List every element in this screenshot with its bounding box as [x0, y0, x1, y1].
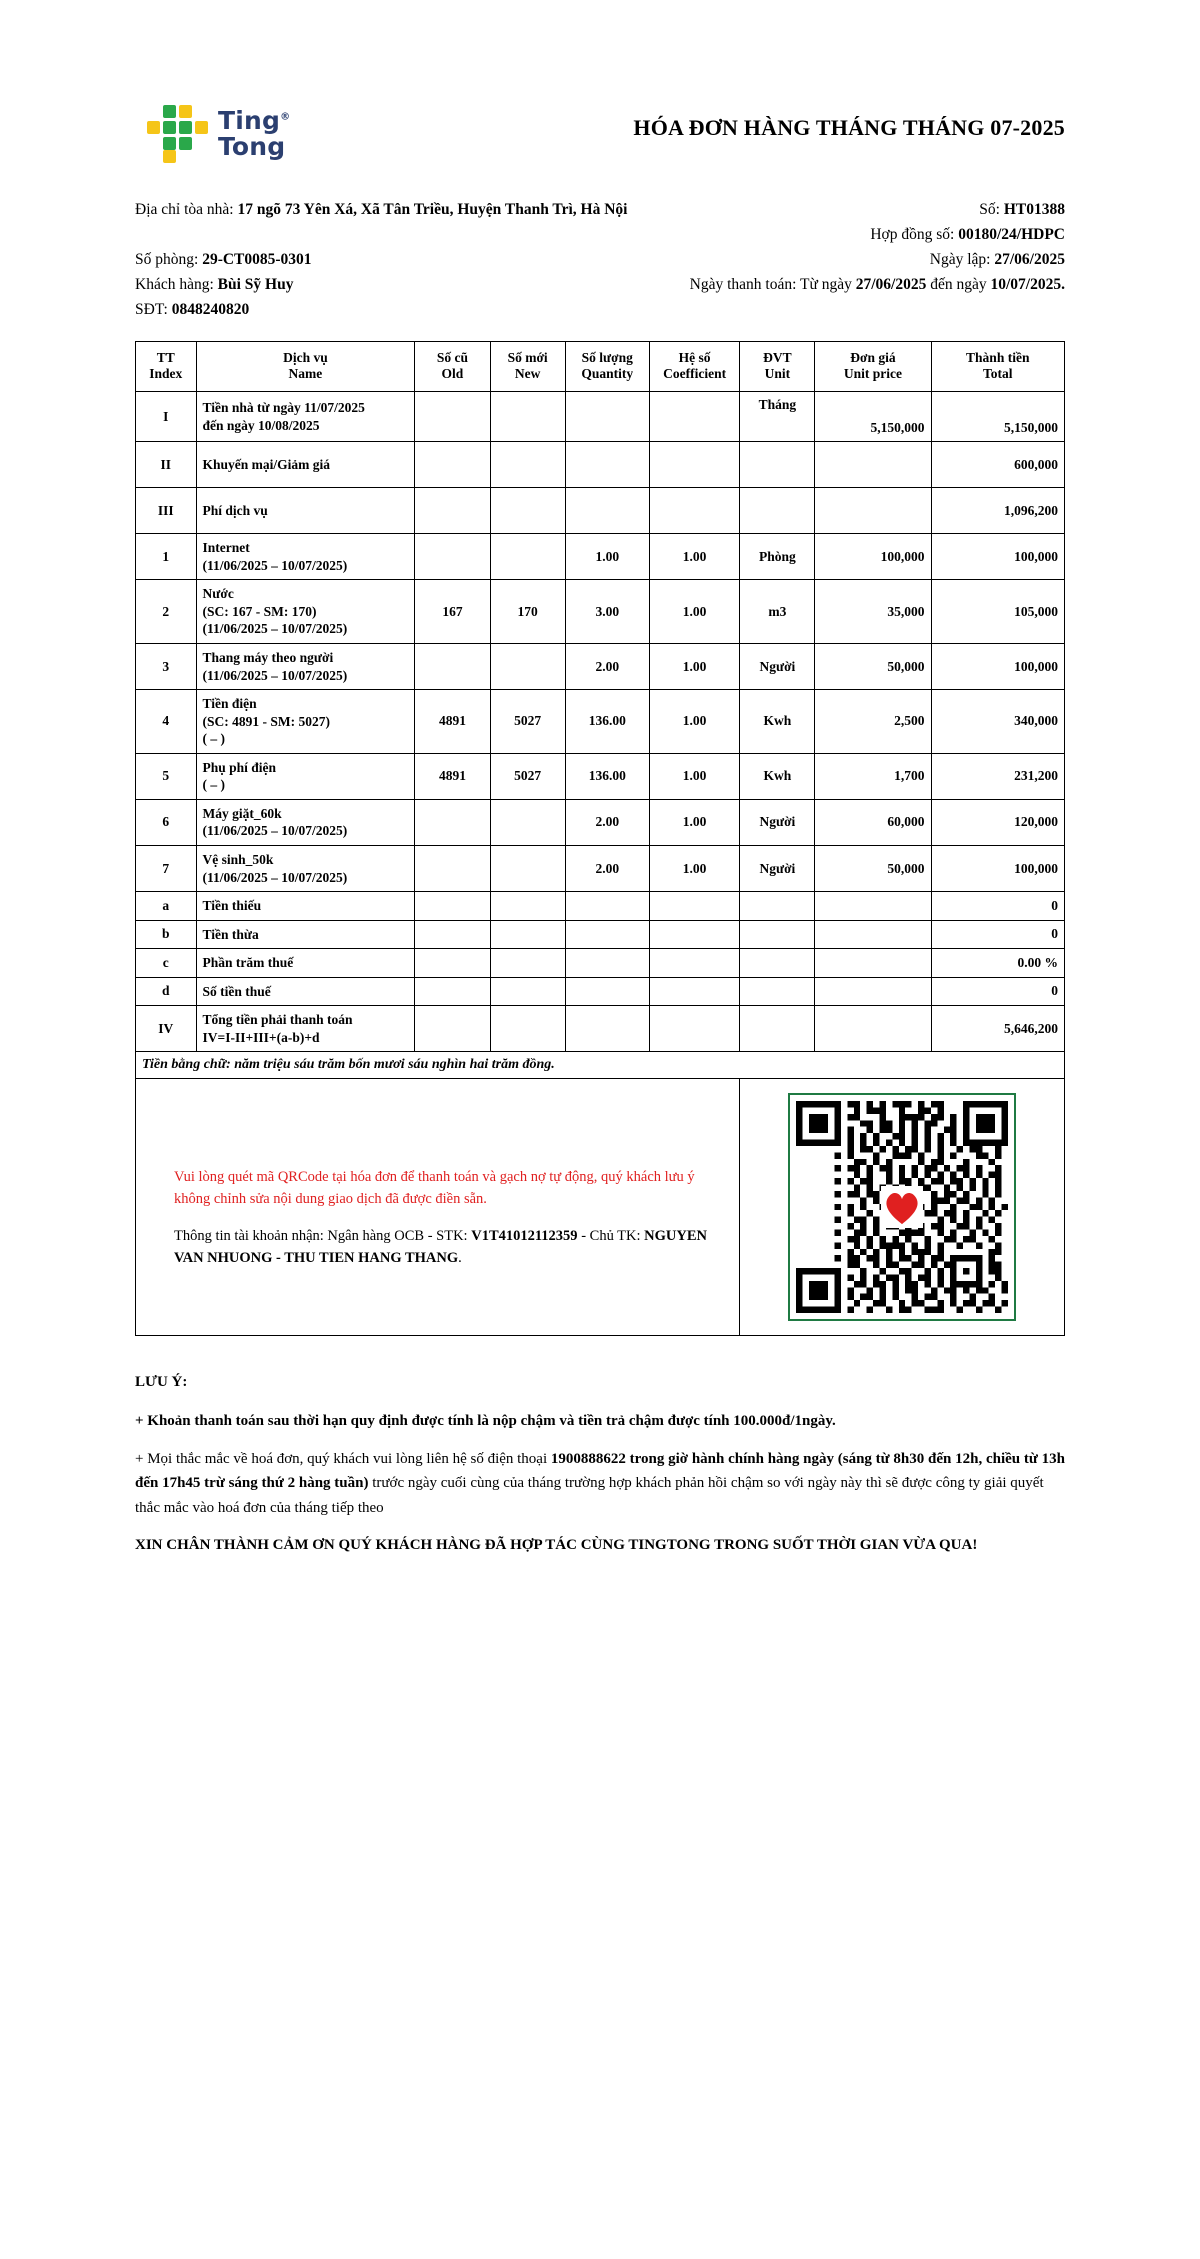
invoice-table	[135, 341, 1065, 1337]
table-row: I Tiền nhà từ ngày 11/07/2025 đến ngày 10/08/2025 Tháng 5,150,000 5,150,000	[136, 392, 1065, 442]
row-name: Nước (SC: 167 - SM: 170) (11/06/2025 – 10/07/2025)	[196, 580, 415, 644]
logo-line-2: Tong	[218, 132, 286, 161]
col-coefficient: Hệ số Coefficient	[649, 341, 740, 392]
row-name: Phụ phí điện ( – )	[196, 753, 415, 799]
table-row: 1 Internet (11/06/2025 – 10/07/2025) 1.00 1.00 Phòng 100,000 100,000	[136, 534, 1065, 580]
row-name: Vệ sinh_50k (11/06/2025 – 10/07/2025)	[196, 845, 415, 891]
customer-label: Khách hàng:	[135, 276, 214, 294]
created-value: 27/06/2025	[994, 251, 1065, 269]
payment-from: 27/06/2025	[855, 276, 927, 294]
bank-account-owner: NGUYEN VAN NHUONG - THU TIEN HANG THANG	[174, 1228, 708, 1267]
tingtong-logo-icon	[147, 105, 209, 163]
logo-registered-mark: ®	[280, 111, 291, 123]
invoice-meta	[135, 197, 1065, 323]
thanks-message: XIN CHÂN THÀNH CẢM ƠN QUÝ KHÁCH HÀNG ĐÃ HỢP TÁC CÙNG TINGTONG TRONG SUỐT THỜI GIAN VỪA QUA!	[135, 1536, 978, 1553]
amount-in-words: Tiền bằng chữ: năm triệu sáu trăm bốn mươi sáu nghìn hai trăm đồng.	[136, 1052, 1065, 1079]
col-quantity: Số lượng Quantity	[565, 341, 649, 392]
note-1: + Khoản thanh toán sau thời hạn quy định được tính là nộp chậm và tiền trả chậm được tính 100.000đ/1ngày.	[135, 1412, 836, 1429]
col-new: Số mới New	[490, 341, 565, 392]
room-value: 29-CT0085-0301	[202, 251, 312, 269]
phone-label: SĐT:	[135, 301, 168, 319]
logo-line-1: Ting	[218, 105, 281, 135]
invoice-table-head	[136, 341, 1065, 392]
table-row: a Tiền thiếu 0	[136, 892, 1065, 921]
contract-value: 00180/24/HDPC	[958, 226, 1065, 244]
brand-logo	[135, 95, 290, 163]
table-row: 5 Phụ phí điện ( – ) 4891 5027 136.00 1.00 Kwh 1,700 231,200	[136, 753, 1065, 799]
contract-label: Hợp đồng số:	[870, 226, 955, 244]
table-row: d Số tiền thuế 0	[136, 977, 1065, 1006]
col-old: Số cũ Old	[415, 341, 490, 392]
bank-account-number: V1T41012112359	[471, 1228, 578, 1245]
note-2: + Mọi thắc mắc về hoá đơn, quý khách vui lòng liên hệ số điện thoại 1900888622 trong giờ hành chính hàng ngày (sáng từ 8h30 đến 12h, chiều từ 13h đến 17h45 trừ sáng thứ 2 hàng tuần) trước ngày cuối cùng của tháng trường hợp khách phản hồi chậm so với ngày này thì sẽ được công ty giải quyết thắc mắc vào hoá đơn của tháng tiếp theo	[135, 1450, 1065, 1516]
col-index: TT Index	[136, 341, 197, 392]
invoice-no-label: Số:	[979, 201, 1000, 218]
address-label: Địa chỉ tòa nhà:	[135, 201, 234, 218]
row-name: Máy giặt_60k (11/06/2025 – 10/07/2025)	[196, 799, 415, 845]
brand-wordmark	[218, 105, 291, 161]
col-unit: ĐVT Unit	[740, 341, 815, 392]
row-name: Internet (11/06/2025 – 10/07/2025)	[196, 534, 415, 580]
col-name: Dịch vụ Name	[196, 341, 415, 392]
payment-instructions	[136, 1079, 740, 1336]
customer-value: Bùi Sỹ Huy	[217, 276, 294, 294]
table-row: 4 Tiền điện (SC: 4891 - SM: 5027) ( – ) 4891 5027 136.00 1.00 Kwh 2,500 340,000	[136, 690, 1065, 754]
table-row: III Phí dịch vụ 1,096,200	[136, 488, 1065, 534]
phone-value: 0848240820	[171, 301, 250, 319]
row-name: Tiền nhà từ ngày 11/07/2025 đến ngày 10/08/2025	[196, 392, 415, 442]
notes-title: LƯU Ý:	[135, 1374, 188, 1391]
table-row: c Phần trăm thuế 0.00 %	[136, 949, 1065, 978]
table-row: 3 Thang máy theo người (11/06/2025 – 10/07/2025) 2.00 1.00 Người 50,000 100,000	[136, 644, 1065, 690]
created-label: Ngày lập:	[929, 251, 991, 269]
row-name: Tiền điện (SC: 4891 - SM: 5027) ( – )	[196, 690, 415, 754]
row-name: Tổng tiền phải thanh toán IV=I-II+III+(a-b)+d	[196, 1006, 415, 1052]
invoice-no-value: HT01388	[1003, 201, 1065, 218]
col-unit-price: Đơn giá Unit price	[815, 341, 931, 392]
footer-notes	[135, 1370, 1065, 1556]
qr-note-red: Vui lòng quét mã QRCode tại hóa đơn để thanh toán và gạch nợ tự động, quý khách lưu ý không chỉnh sửa nội dung giao dịch đã được điền sẵn.	[174, 1168, 695, 1207]
address-value: 17 ngõ 73 Yên Xá, Xã Tân Triều, Huyện Thanh Trì, Hà Nội	[237, 201, 628, 218]
qr-code-cell	[740, 1079, 1065, 1336]
payment-to: 10/07/2025.	[990, 276, 1065, 294]
table-row: b Tiền thừa 0	[136, 920, 1065, 949]
table-row: 6 Máy giặt_60k (11/06/2025 – 10/07/2025) 2.00 1.00 Người 60,000 120,000	[136, 799, 1065, 845]
invoice-table-body	[136, 392, 1065, 1336]
room-label: Số phòng:	[135, 251, 199, 269]
page-title: HÓA ĐƠN HÀNG THÁNG THÁNG 07-2025	[633, 115, 1065, 140]
row-name: Thang máy theo người (11/06/2025 – 10/07/2025)	[196, 644, 415, 690]
qr-code[interactable]	[788, 1093, 1016, 1321]
table-row: 7 Vệ sinh_50k (11/06/2025 – 10/07/2025) 2.00 1.00 Người 50,000 100,000	[136, 845, 1065, 891]
qr-payment-row	[136, 1079, 1065, 1336]
amount-in-words-row	[136, 1052, 1065, 1079]
table-header-row	[136, 341, 1065, 392]
invoice-header	[135, 95, 1065, 163]
col-total: Thành tiền Total	[931, 341, 1065, 392]
heart-icon	[881, 1186, 923, 1228]
payment-mid: đến ngày	[930, 276, 987, 294]
bank-info: Thông tin tài khoản nhận: Ngân hàng OCB - STK: V1T41012112359 - Chủ TK: NGUYEN VAN NHUONG - THU TIEN HANG THANG.	[174, 1228, 708, 1267]
table-row: II Khuyến mại/Giảm giá 600,000	[136, 442, 1065, 488]
table-row-total: IV Tổng tiền phải thanh toán IV=I-II+III+(a-b)+d 5,646,200	[136, 1006, 1065, 1052]
payment-period-label: Ngày thanh toán: Từ ngày	[689, 276, 852, 294]
table-row: 2 Nước (SC: 167 - SM: 170) (11/06/2025 – 10/07/2025) 167 170 3.00 1.00 m3 35,000 105,000	[136, 580, 1065, 644]
